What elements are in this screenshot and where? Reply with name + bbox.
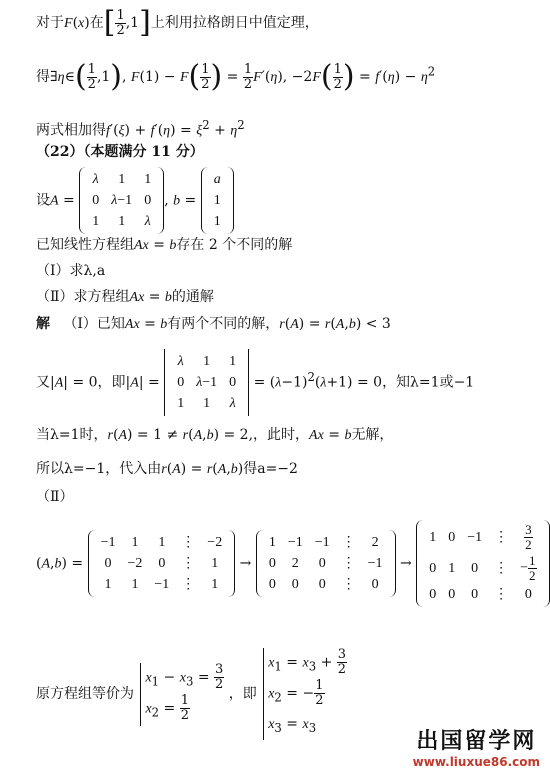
part-1: （Ⅰ）求λ,a [36, 263, 106, 279]
equivalent-system: 原方程组等价为 $x_1 - x_3$ = $\frac{3}{2}$ $x_2$ = $\frac{1}{2}$ ，即 $x_1 = x_3$ + $\frac{3}{2}$ $x_2$ = − $\frac{1}{2}$ $x_3 = x_3$ [36, 648, 347, 740]
solution-line: 解 （Ⅰ）已知Ax = b有两个不同的解，r(A) = r(A,b) < 3 [36, 316, 391, 332]
watermark [413, 724, 540, 769]
augmented-reduction: (A,b) = −1 1 1 ⋮ −2 0 −2 0 ⋮ 1 1 1 −1 ⋮ 1 → 1 −1 −1 ⋮ 2 0 2 0 ⋮ −1 0 0 0 ⋮ 0 → 1 0 −1 ⋮ $\frac{3}{2}$ 0 1 0 ⋮ − $\frac{1}{2}$ 0 0 0 ⋮ 0 [36, 520, 550, 607]
watermark-title: 出国留学网 [416, 729, 537, 754]
part-2: （Ⅱ）求方程组Ax = b的通解 [36, 289, 214, 305]
line-3: 两式相加得$f'(\xi) + f'(\eta) = \xi^2 + \eta^2$ [36, 118, 245, 139]
matrix-definition: 设A = λ 1 1 0 λ−1 0 1 1 λ , b = a 1 1 [36, 167, 234, 234]
determinant-line: 又|A| = 0，即|A| = λ 1 1 0 λ−1 0 1 1 λ = $(\lambda-1)^2(\lambda+1) = 0$，知λ=1或−1 [36, 349, 474, 416]
part-2-label: （Ⅱ） [36, 489, 74, 505]
so-line: 所以λ=−1，代入由r(A) = r(A,b)得a=−2 [36, 461, 298, 477]
line-1: 对于F(x)在[ $\frac{1}{2}$ ,1]上利用拉格朗日中值定理， [36, 5, 319, 40]
line-2: 得∃η∈( $\frac{1}{2}$ ,1), F(1) − F( $\frac{1}{2}$ ) = $\frac{1}{2}$ F′(η), −2F( $\frac{1}{2}$ ) = $f'(\eta) - \eta^2$ [36, 59, 436, 94]
case-line: 当λ=1时，r(A) = 1 ≠ r(A,b) = 2,，此时，Ax = b无解， [36, 427, 394, 443]
known-line: 已知线性方程组Ax = b存在 2 个不同的解 [36, 237, 293, 253]
watermark-url: www.liuxue86.com [412, 755, 540, 769]
question-header: （22）（本题满分 11 分） [36, 144, 204, 160]
